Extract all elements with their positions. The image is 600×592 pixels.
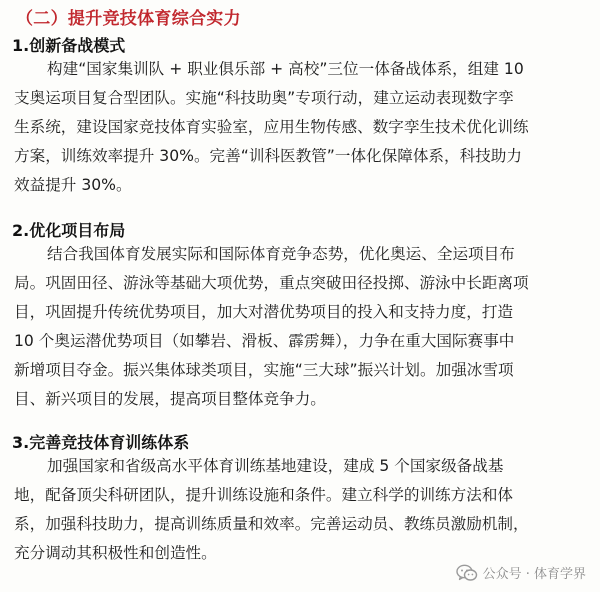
heading-training-system: 3.完善竞技体育训练体系 bbox=[12, 433, 190, 452]
paragraph-line: 10 个奥运潜优势项目（如攀岩、滑板、霹雳舞），力争在重大国际赛事中 bbox=[14, 332, 515, 350]
paragraph-line: 支奥运项目复合型团队。实施“科技助奥”专项行动，建立运动表现数字孪 bbox=[14, 89, 514, 107]
paragraph-line: 结合我国体育发展实际和国际体育竞争态势，优化奥运、全运项目布 bbox=[47, 245, 515, 263]
paragraph-training-system bbox=[14, 452, 586, 568]
paragraph-line: 系，加强科技助力，提高训练质量和效率。完善运动员、教练员激励机制， bbox=[14, 515, 529, 533]
paragraph-line: 目，巩固提升传统优势项目，加大对潜优势项目的投入和支持力度，打造 bbox=[14, 303, 514, 321]
paragraph-optimize-layout bbox=[14, 240, 586, 414]
paragraph-line: 构建“国家集训队 + 职业俱乐部 + 高校”三位一体备战体系，组建 10 bbox=[47, 60, 524, 78]
heading-innovate-preparation: 1.创新备战模式 bbox=[12, 36, 126, 55]
paragraph-line: 加强国家和省级高水平体育训练基地建设，建成 5 个国家级备战基 bbox=[47, 457, 504, 475]
paragraph-line: 效益提升 30%。 bbox=[14, 176, 132, 194]
paragraph-innovate-preparation bbox=[14, 55, 586, 200]
paragraph-line: 方案，训练效率提升 30%。完善“训科医教管”一体化保障体系，科技助力 bbox=[14, 147, 522, 165]
paragraph-line: 新增项目夺金。振兴集体球类项目，实施“三大球”振兴计划。加强冰雪项 bbox=[14, 361, 514, 379]
paragraph-line: 局。巩固田径、游泳等基础大项优势，重点突破田径投掷、游泳中长距离项 bbox=[14, 274, 529, 292]
wechat-watermark bbox=[456, 563, 586, 582]
paragraph-line: 充分调动其积极性和创造性。 bbox=[14, 544, 217, 562]
paragraph-line: 地，配备顶尖科研团队，提升训练设施和条件。建立科学的训练方法和体 bbox=[14, 486, 514, 504]
wechat-icon bbox=[456, 564, 478, 582]
watermark-text: 公众号 · 体育学界 bbox=[482, 567, 586, 582]
paragraph-line: 生系统，建设国家竞技体育实验室，应用生物传感、数字孪生技术优化训练 bbox=[14, 118, 529, 136]
section-title: （二）提升竞技体育综合实力 bbox=[16, 9, 241, 29]
heading-optimize-layout: 2.优化项目布局 bbox=[12, 221, 126, 240]
paragraph-line: 目、新兴项目的发展，提高项目整体竞争力。 bbox=[14, 390, 326, 408]
